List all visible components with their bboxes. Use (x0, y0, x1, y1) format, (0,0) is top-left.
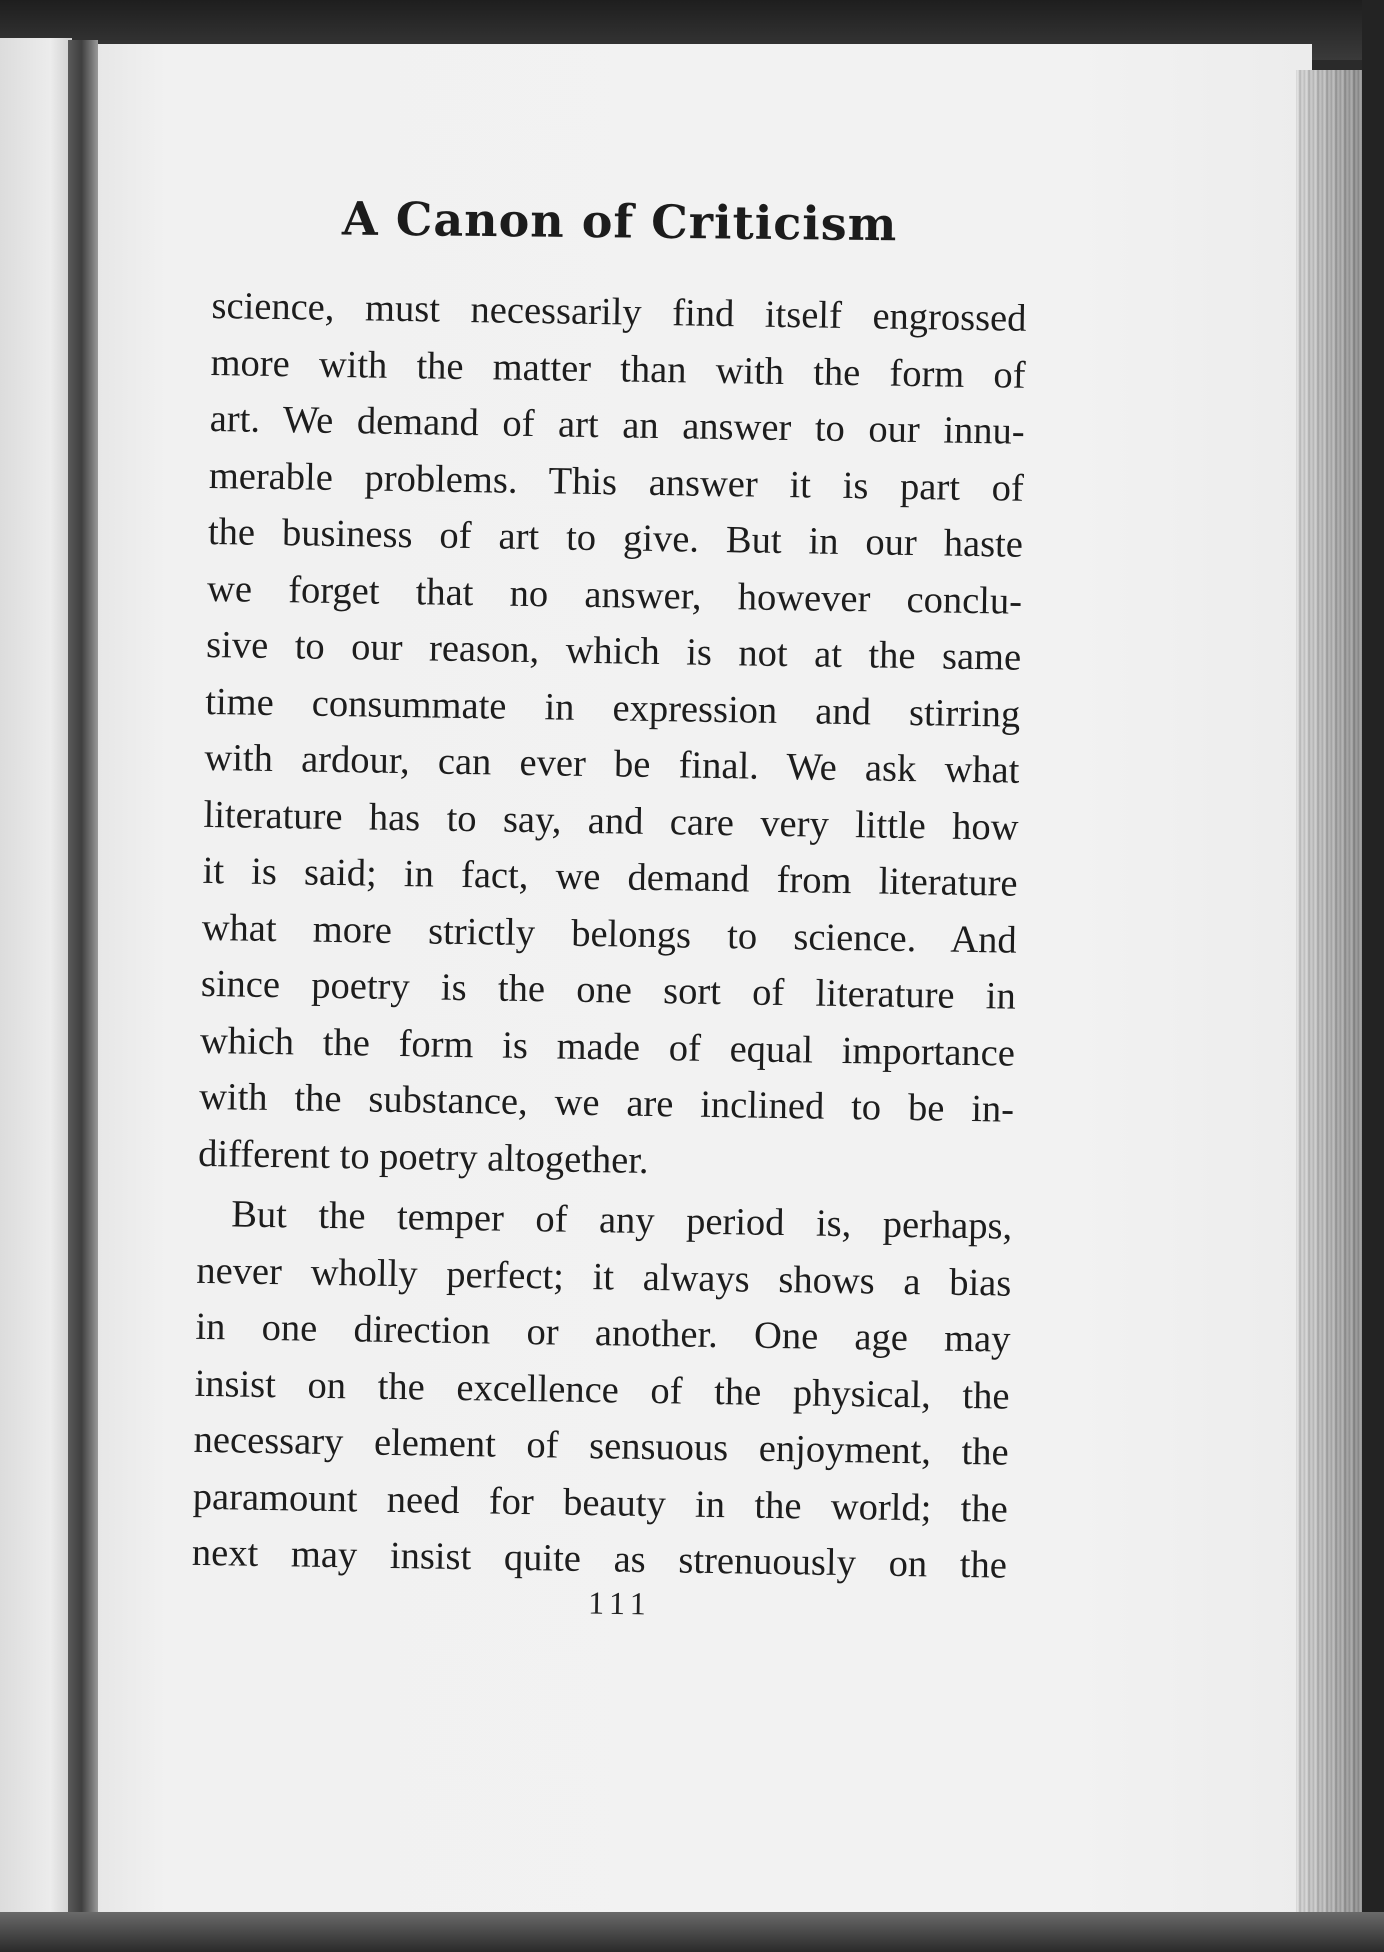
text-line: insist on the excellence of the physical, the (194, 1362, 1010, 1418)
text-line: with the substance, we are inclined to be in- (198, 1075, 1015, 1131)
text-line: the business of art to give. But in our haste (207, 510, 1024, 566)
text-line: time consummate in expression and stirring (205, 680, 1021, 736)
text-line: But the temper of any period is, perhaps, (230, 1193, 1013, 1248)
text-line: more with the matter than with the form of (210, 341, 1026, 397)
running-head: A Canon of Criticism (341, 191, 898, 252)
text-line: merable problems. This answer it is part of (208, 454, 1025, 510)
text-line: literature has to say, and care very little how (203, 793, 1019, 849)
page-number: 111 (587, 1584, 653, 1622)
paragraph-1 (198, 278, 1027, 1195)
text-line: necessary element of sensuous enjoyment, the (193, 1418, 1009, 1474)
text-line: what more strictly belongs to science. And (201, 906, 1018, 962)
bottom-background (0, 1912, 1384, 1952)
text-line: since poetry is the one sort of literature in (200, 962, 1017, 1018)
text-line: which the form is made of equal importance (199, 1019, 1016, 1075)
text-line: in one direction or another. One age may (195, 1305, 1011, 1361)
right-background (1362, 0, 1384, 1952)
text-line: different to poetry altogether. (197, 1132, 649, 1182)
body-text (192, 278, 1027, 1594)
text-line: science, must necessarily find itself engrossed (211, 284, 1027, 340)
text-line: art. We demand of art an answer to our innu- (209, 397, 1026, 453)
book-gutter (68, 40, 98, 1920)
text-line: it is said; in fact, we demand from literature (202, 849, 1018, 905)
text-line: next may insist quite as strenuously on the (191, 1531, 1008, 1587)
paragraph-2 (192, 1186, 1013, 1594)
text-line: with ardour, can ever be final. We ask what (204, 736, 1020, 792)
text-line: paramount need for beauty in the world; the (192, 1475, 1009, 1531)
text-line: we forget that no answer, however conclu- (206, 567, 1023, 623)
text-line: never wholly perfect; it always shows a bias (196, 1249, 1012, 1305)
text-line: sive to our reason, which is not at the same (205, 623, 1022, 679)
left-page-edge (0, 38, 72, 1918)
page-edges-shade (1296, 70, 1366, 1930)
